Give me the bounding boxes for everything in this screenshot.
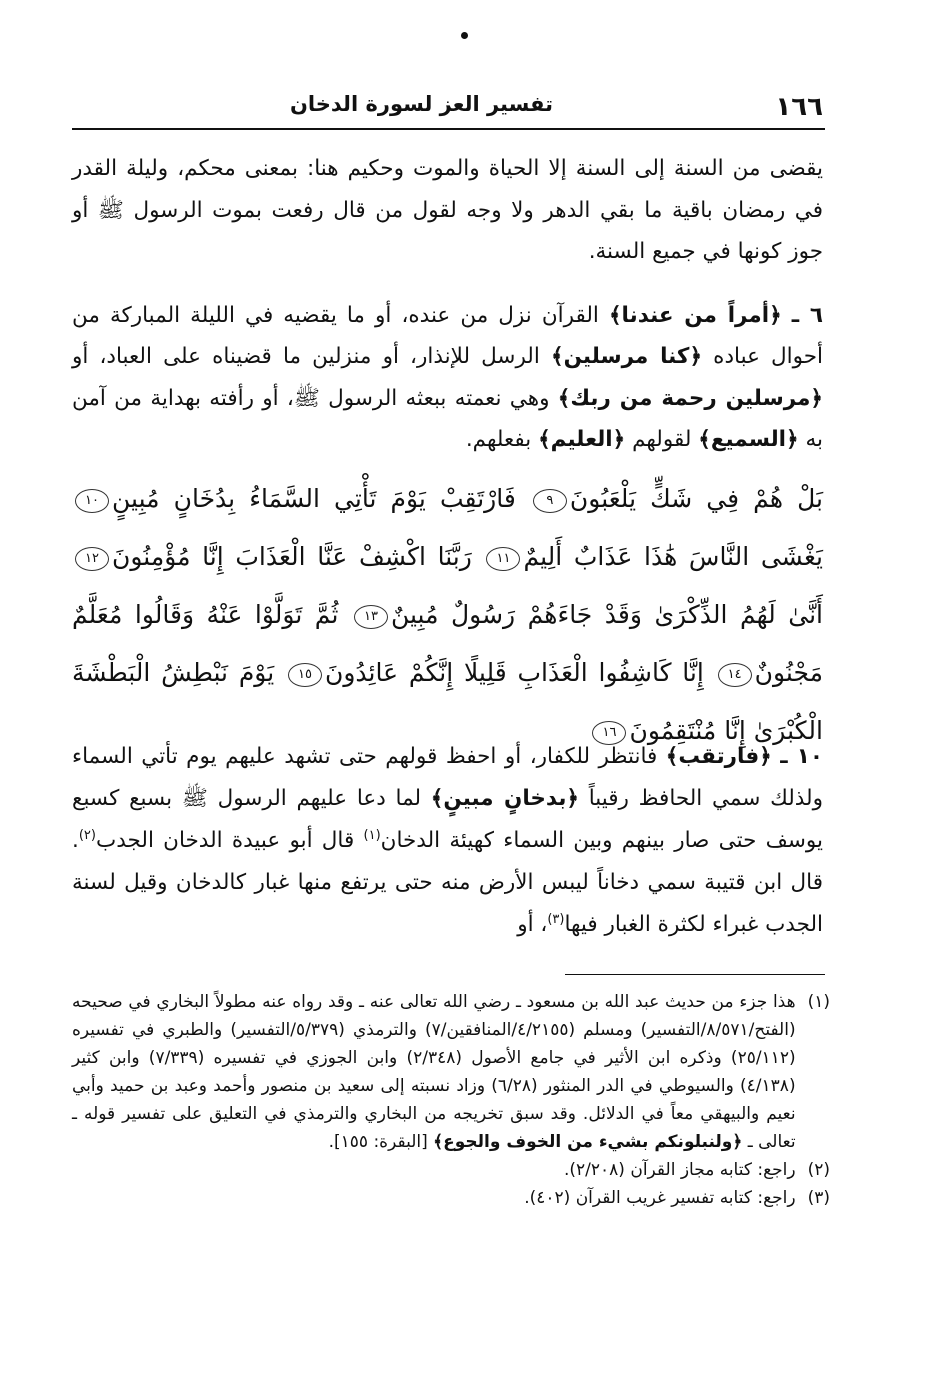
verse-text: ثُمَّ تَوَلَّوْا عَنْهُ وَقَالُوا مُعَلَّمٌ مَجْنُونٌ: [72, 600, 823, 687]
commentary-bottom: [72, 736, 823, 946]
page-header: [72, 92, 823, 128]
footnote-marker: (١): [807, 992, 830, 1012]
footnote-text: راجع: كتابه تفسير غريب القرآن (٤٠٢).: [524, 1188, 796, 1208]
paragraph-text: ، أو: [517, 912, 548, 937]
footnote-marker: (٣): [807, 1188, 830, 1208]
footnote-reference[interactable]: (١): [363, 827, 381, 843]
verse-text: فَارْتَقِبْ يَوْمَ تَأْتِي السَّمَاءُ بِدُخَانٍ مُبِينٍ: [112, 484, 516, 513]
quran-quote: ﴿العليم﴾: [538, 427, 626, 452]
verse-text: إِنَّا كَاشِفُوا الْعَذَابِ قَلِيلًا إِنَّكُمْ عَائِدُونَ: [324, 658, 704, 687]
paragraph-text: فانتظر للكفار، أو احفظ قولهم حتى تشهد عليهم يوم تأتي السماء ولذلك سمي الحافظ رقيباً: [72, 744, 823, 811]
quran-verses-block: [72, 470, 823, 760]
verse-text: يَغْشَى النَّاسَ هَٰذَا عَذَابٌ أَلِيمٌ: [523, 542, 823, 571]
footnote-text: راجع: كتابه مجاز القرآن (٢/٢٠٨).: [563, 1160, 796, 1180]
paragraph-verse-10: [72, 736, 823, 946]
paragraph-text: الرسل للإنذار، أو منزلين ما قضيناه على العباد، أو: [72, 344, 551, 369]
verse-text: رَبَّنَا اكْشِفْ عَنَّا الْعَذَابَ إِنَّا مُؤْمِنُونَ: [112, 542, 472, 571]
quran-quote: ﴿كنا مرسلين﴾: [550, 344, 703, 369]
verse-text: يَوْمَ نَبْطِشُ الْبَطْشَةَ الْكُبْرَىٰ إِنَّا مُنْتَقِمُونَ: [72, 658, 823, 745]
verse-number-marker: ١٢: [75, 547, 109, 571]
quran-quote: ﴿السميع﴾: [698, 427, 799, 452]
verse-number-marker: ١٦: [592, 721, 626, 745]
verse-number-marker: ١٥: [288, 663, 322, 687]
footnote-item: [72, 1184, 830, 1212]
verse-number-marker: ١٠: [75, 489, 109, 513]
header-rule: [72, 128, 825, 130]
paragraph-text: لقولهم: [625, 427, 699, 452]
quran-quote: ﴿أمراً من عندنا﴾: [608, 302, 782, 328]
footnote-reference[interactable]: (٣): [547, 911, 565, 927]
paragraph-text: لما دعا عليهم الرسول ﷺ بسبع كسبع يوسف حتى صار بينهم وبين السماء كهيئة الدخان: [72, 786, 823, 853]
footnote-body: هذا جزء من حديث عبد الله بن مسعود ـ رضي الله تعالى عنه ـ وقد رواه عنه مطولاً البخاري في صحيحه (الفتح/٨/٥٧١/التفسير) ومسلم (٤/٢١٥٥/المنافقين/٧) والترمذي (٥/٣٧٩/التفسير) والطبري في تفسيره (٢٥/١١٢) وذكره ابن الأثير في جامع الأصول (٢/٣٤٨) وابن الجوزي في تفسيره (٧/٣٣٩) وابن كثير (٤/١٣٨) والسيوطي في الدر المنثور (٦/٢٨) وزاد نسبته إلى سعيد بن منصور وأحمد وعبد بن حميد وأبي نعيم والبيهقي معاً في الدلائل. وقد سبق تخريجه من البخاري والترمذي في التعليق على تفسير قوله ـ تعالى ـ: [72, 992, 796, 1152]
verse-number-6: ٦ ـ: [791, 302, 823, 328]
verse-text: أَنَّىٰ لَهُمُ الذِّكْرَىٰ وَقَدْ جَاءَهُمْ رَسُولٌ مُبِينٌ: [390, 600, 823, 629]
footnote-separator: [565, 974, 825, 975]
verse-number-marker: ١٤: [718, 663, 752, 687]
verse-number-10: ١٠ ـ: [780, 744, 823, 769]
verse-number-marker: ١١: [486, 547, 520, 571]
paragraph-text: وهي نعمته ببعثه الرسول ﷺ، أو رأفته بهداية من آمن به: [72, 385, 823, 452]
footnote-reference[interactable]: (٢): [78, 827, 96, 843]
footnote-item: [72, 988, 830, 1156]
verse-text: بَلْ هُمْ فِي شَكٍّ يَلْعَبُونَ: [569, 484, 824, 513]
footnote-text: [72, 988, 796, 1156]
verse-number-marker: ١٣: [354, 605, 388, 629]
page-number: ١٦٦: [775, 92, 823, 122]
paragraph-text: . قال ابن قتيبة سمي دخاناً ليبس الأرض منه حتى يرتفع منها غبار كالدخان وقيل لسنة الجدب غبراء لكثرة الغبار فيها: [72, 828, 823, 937]
intro-paragraph: يقضى من السنة إلى السنة إلا الحياة والموت وحكيم هنا: بمعنى محكم، وليلة القدر في رمضان باقية ما بقي الدهر ولا وجه لقول من قال رفعت بموت الرسول ﷺ أو جوز كونها في جميع السنة.: [72, 156, 823, 264]
running-title: تفسير العز لسورة الدخان: [289, 92, 553, 116]
quran-quote: ﴿ولنبلونكم بشيء من الخوف والجوع﴾: [433, 1132, 743, 1152]
paragraph-text: قال أبو عبيدة الدخان الجدب: [95, 828, 364, 853]
footnote-item: [72, 1156, 830, 1184]
footnotes: [72, 988, 830, 1212]
quran-quote: ﴿بدخانٍ مبينٍ﴾: [430, 786, 579, 811]
footnote-tail: [البقرة: ١٥٥].: [328, 1132, 434, 1152]
commentary-top: [72, 148, 823, 461]
quran-quote: ﴿مرسلين رحمة من ربك﴾: [557, 385, 823, 411]
page-top-mark: [461, 32, 468, 39]
paragraph-text: القرآن نزل من عنده، أو ما يقضيه في الليلة المباركة من أحوال عباده: [72, 302, 823, 369]
verse-number-marker: ٩: [533, 489, 567, 513]
quran-quote: ﴿فارتقب﴾: [665, 744, 772, 769]
paragraph-verse-6: [72, 295, 823, 461]
paragraph-text: بفعلهم.: [465, 427, 539, 452]
footnote-marker: (٢): [807, 1160, 830, 1180]
